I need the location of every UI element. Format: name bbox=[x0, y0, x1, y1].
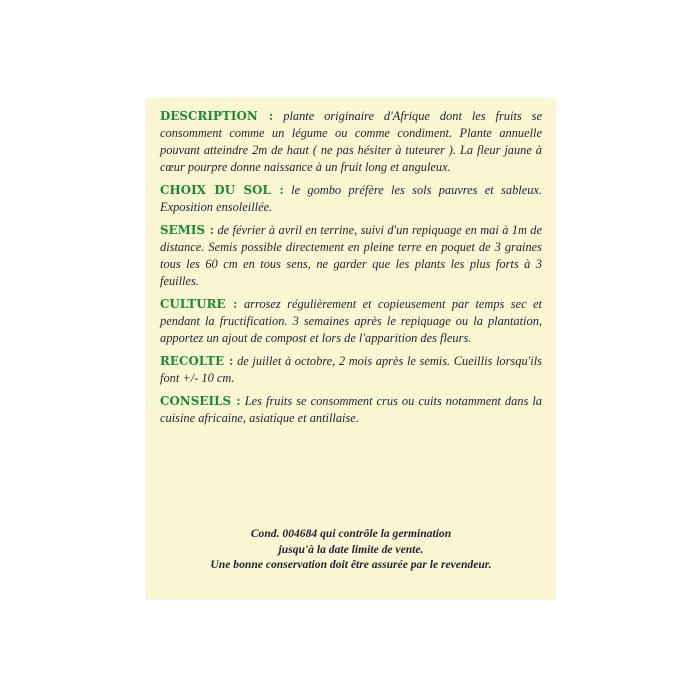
harvest-label: RECOLTE : bbox=[160, 354, 234, 368]
advice-text: Les fruits se consomment crus ou cuits notamment dans la cuisine africaine, asiatique et antillaise. bbox=[160, 394, 542, 425]
sowing-text: de février à avril en terrine, suivi d'un repiquage en mai à 1m de distance. Semis possible directement en pleine terre en poquet de 3 graines tous les 60 cm en tous sens, ne garder que les plants les plus forts à 3 feuilles. bbox=[160, 223, 542, 288]
soil-label: CHOIX DU SOL : bbox=[160, 183, 284, 197]
description-label: DESCRIPTION : bbox=[160, 109, 274, 123]
description-text: plante originaire d'Afrique dont les fruits se consomment comme un légume ou comme condiment. Plante annuelle pouvant atteindre 2m de haut ( ne pas hésiter à tuteurer ). La fleur jaune à cœur pourpre donne naissance à un fruit long et anguleux. bbox=[160, 109, 542, 174]
notice-line-3: Une bonne conservation doit être assurée par le revendeur. bbox=[210, 558, 492, 571]
culture-label: CULTURE : bbox=[160, 297, 238, 311]
section-description bbox=[160, 108, 542, 176]
section-soil bbox=[160, 182, 542, 216]
section-harvest bbox=[160, 353, 542, 387]
germination-notice bbox=[146, 526, 556, 573]
soil-text: le gombo préfère les sols pauvres et sableux. Exposition ensoleillée. bbox=[160, 183, 542, 214]
culture-text: arrosez régulièrement et copieusement par temps sec et pendant la fructification. 3 semaines après le repiquage ou la plantation, apportez un ajout de compost et lors de l'apparition des fleurs. bbox=[160, 297, 542, 345]
sowing-label: SEMIS : bbox=[160, 223, 215, 237]
section-advice bbox=[160, 393, 542, 427]
seed-packet-back bbox=[146, 98, 556, 600]
harvest-text: de juillet à octobre, 2 mois après le semis. Cueillis lorsqu'ils font +/- 10 cm. bbox=[160, 354, 542, 385]
advice-label: CONSEILS : bbox=[160, 394, 241, 408]
notice-line-2: jusqu'à la date limite de vente. bbox=[278, 542, 424, 556]
section-sowing bbox=[160, 222, 542, 290]
section-culture bbox=[160, 296, 542, 347]
notice-line-1: Cond. 004684 qui contrôle la germination bbox=[250, 527, 452, 540]
